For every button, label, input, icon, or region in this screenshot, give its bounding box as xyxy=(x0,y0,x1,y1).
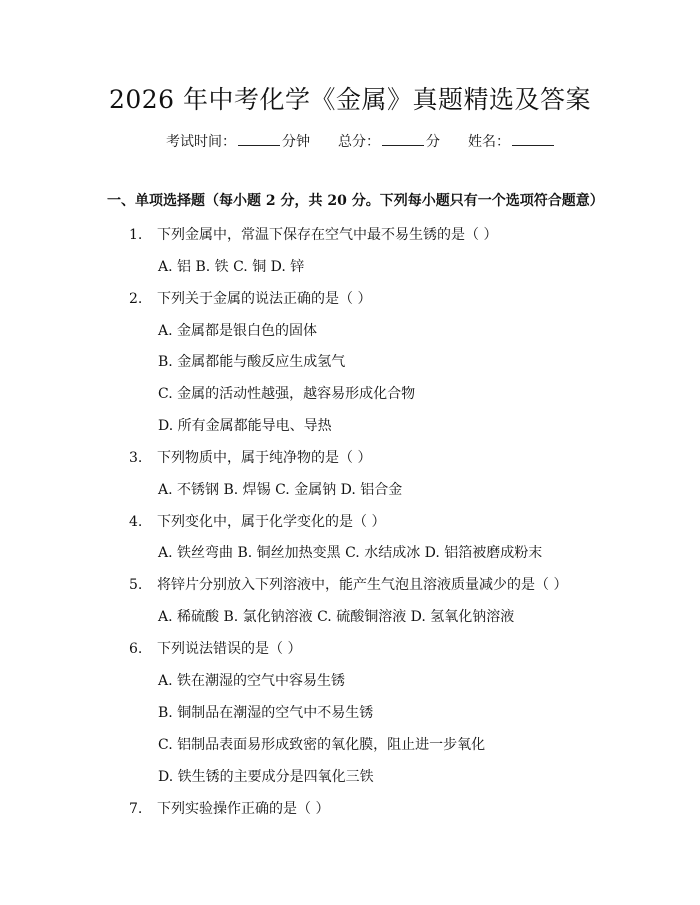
question-4-options: A. 铁丝弯曲 B. 铜丝加热变黑 C. 水结成冰 D. 铝箔被磨成粉末 xyxy=(158,545,543,561)
time-blank xyxy=(238,133,280,146)
question-2 xyxy=(129,288,371,308)
option-b: B. 铜制品在潮湿的空气中不易生锈 xyxy=(158,705,374,721)
name-blank xyxy=(512,133,554,146)
question-5 xyxy=(129,574,567,594)
option-a: A. 金属都是银白色的固体 xyxy=(158,323,318,339)
option-c: C. 金属的活动性越强，越容易形成化合物 xyxy=(158,386,416,402)
section-heading: 一、单项选择题（每小题 2 分，共 20 分。下列每小题只有一个选项符合题意） xyxy=(107,193,604,209)
question-1 xyxy=(129,224,497,244)
question-text: 下列物质中，属于纯净物的是（ ） xyxy=(157,450,372,466)
option-b: B. 金属都能与酸反应生成氢气 xyxy=(158,354,346,370)
question-text: 下列实验操作正确的是（ ） xyxy=(157,801,330,817)
question-6 xyxy=(129,638,301,658)
question-number: 5. xyxy=(129,577,143,593)
time-unit: 分钟 xyxy=(282,134,310,150)
exam-meta-line xyxy=(166,131,556,151)
question-number: 7. xyxy=(129,801,143,817)
question-7 xyxy=(129,798,329,818)
option-d: D. 铁生锈的主要成分是四氧化三铁 xyxy=(158,769,374,785)
option-d: D. 所有金属都能导电、导热 xyxy=(158,418,332,434)
question-3 xyxy=(129,447,371,467)
question-number: 6. xyxy=(129,641,143,657)
question-text: 下列变化中，属于化学变化的是（ ） xyxy=(157,514,386,530)
time-label: 考试时间： xyxy=(166,134,236,150)
question-4 xyxy=(129,511,385,531)
question-number: 3. xyxy=(129,450,143,466)
question-5-options: A. 稀硫酸 B. 氯化钠溶液 C. 硫酸铜溶液 D. 氢氧化钠溶液 xyxy=(158,609,515,625)
option-a: A. 铁在潮湿的空气中容易生锈 xyxy=(158,673,346,689)
name-label: 姓名： xyxy=(468,134,510,150)
question-1-options: A. 铝 B. 铁 C. 铜 D. 锌 xyxy=(158,259,305,275)
question-number: 4. xyxy=(129,514,143,530)
question-text: 下列关于金属的说法正确的是（ ） xyxy=(157,291,372,307)
score-label: 总分： xyxy=(338,134,380,150)
question-text: 下列金属中，常温下保存在空气中最不易生锈的是（ ） xyxy=(157,227,498,243)
question-text: 将锌片分别放入下列溶液中，能产生气泡且溶液质量减少的是（ ） xyxy=(157,577,568,593)
score-blank xyxy=(382,133,424,146)
question-number: 1. xyxy=(129,227,143,243)
document-title: 2026 年中考化学《金属》真题精选及答案 xyxy=(108,85,592,114)
score-unit: 分 xyxy=(426,134,440,150)
question-3-options: A. 不锈钢 B. 焊锡 C. 金属钠 D. 铝合金 xyxy=(158,482,403,498)
question-number: 2. xyxy=(129,291,143,307)
question-text: 下列说法错误的是（ ） xyxy=(157,641,302,657)
option-c: C. 铝制品表面易形成致密的氧化膜，阻止进一步氧化 xyxy=(158,737,486,753)
